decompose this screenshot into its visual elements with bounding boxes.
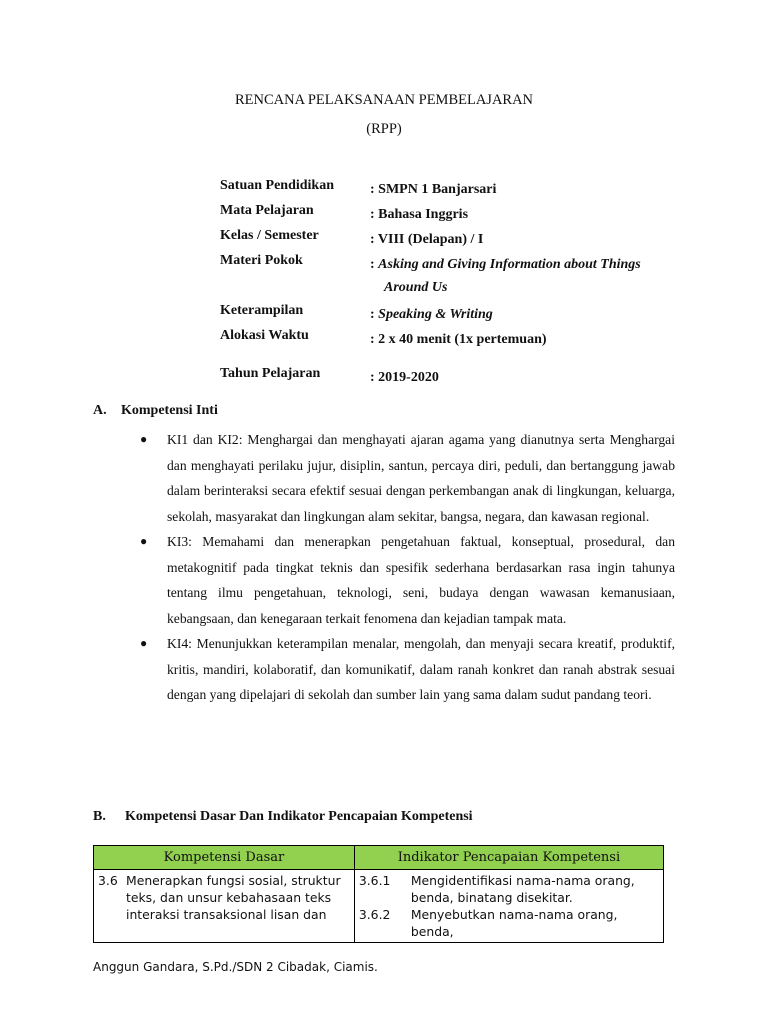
info-value: : VIII (Delapan) / I [370,232,484,247]
indicator-text: Mengidentifikasi nama-nama orang, benda, binatang disekitar. [410,873,635,905]
document-title: RENCANA PELAKSANAAN PEMBELAJARAN [234,92,534,108]
indicator-number: 3.6.2 [358,907,391,922]
kd-entry [98,872,350,923]
info-label: Alokasi Waktu [220,328,309,343]
table-header-cell: Indikator Pencapaian Kompetensi [354,846,663,870]
info-label: Materi Pokok [220,253,303,268]
list-item-text: KI4: Menunjukkan keterampilan menalar, mengolah, dan menyaji secara kreatif, produktif, kritis, mandiri, kolaboratif, dan komunikatif, dalam ranah konkret dan ranah abstrak sesuai dengan yang dipelajari di sekolah dan sumber lain yang sama dalam sudut pandang teori. [167,636,675,702]
indicator-entry [359,872,659,906]
info-value [370,253,690,299]
table-header-row [94,846,664,870]
section-title: Kompetensi Inti [121,403,218,418]
list-item [140,631,675,708]
info-value: : Bahasa Inggris [370,207,469,222]
info-value-italic: Asking and Giving Information about Things [378,257,641,272]
kompetensi-table [93,845,664,943]
bullet-icon: ● [140,636,148,650]
indicator-entry [359,906,659,940]
info-value-prefix: : [370,257,379,272]
document-subtitle: (RPP) [366,121,402,137]
info-label: Tahun Pelajaran [220,366,321,381]
info-label: Satuan Pendidikan [220,178,334,193]
indicator-text: Menyebutkan nama-nama orang, benda, [410,907,618,939]
section-letter: B. [93,809,106,824]
list-item [140,529,675,631]
table-cell-kd [94,870,355,943]
list-item [140,427,675,529]
info-value-italic: Speaking & Writing [378,307,493,322]
kd-text: Menerapkan fungsi sosial, struktur teks, dan unsur kebahasaan teks interaksi transaksional lisan dan [126,873,341,922]
list-item-text: KI1 dan KI2: Menghargai dan menghayati ajaran agama yang dianutnya serta Menghargai dan menghayati perilaku jujur, disiplin, santun, percaya diri, peduli, dan bertanggung jawab dalam berinteraksi secara efektif sesuai dengan perkembangan anak di lingkungan, keluarga, sekolah, masyarakat dan lingkungan alam sekitar, bangsa, negara, dan kawasan regional. [167,432,675,524]
table-header-cell: Kompetensi Dasar [94,846,355,870]
page-footer: Anggun Gandara, S.Pd./SDN 2 Cibadak, Ciamis. [93,960,378,974]
info-value [370,303,690,326]
bullet-icon: ● [140,432,148,446]
section-title: Kompetensi Dasar Dan Indikator Pencapaian Kompetensi [125,809,473,824]
info-label: Mata Pelajaran [220,203,314,218]
section-letter: A. [93,403,107,418]
table-row [94,870,664,943]
kompetensi-inti-list [140,427,675,708]
bullet-icon: ● [140,534,148,548]
info-label: Keterampilan [220,303,304,318]
info-label: Kelas / Semester [220,228,319,243]
info-value: : 2 x 40 menit (1x pertemuan) [370,332,547,347]
indicator-number: 3.6.1 [358,873,391,888]
kd-number: 3.6 [98,873,118,888]
info-value: : SMPN 1 Banjarsari [370,182,497,197]
list-item-text: KI3: Memahami dan menerapkan pengetahuan faktual, konseptual, prosedural, dan metakognitif pada tingkat teknis dan spesifik sederhana berdasarkan rasa ingin tahunya tentang ilmu pengetahuan, teknologi, seni, budaya dengan wawasan kemanusiaan, kebangsaan, dan kenegaraan terkait fenomena dan kejadian tampak mata. [167,534,675,626]
table-cell-indicators [354,870,663,943]
info-value-italic-cont: Around Us [384,280,448,295]
info-value: : 2019-2020 [370,370,439,385]
info-value-prefix: : [370,307,379,322]
